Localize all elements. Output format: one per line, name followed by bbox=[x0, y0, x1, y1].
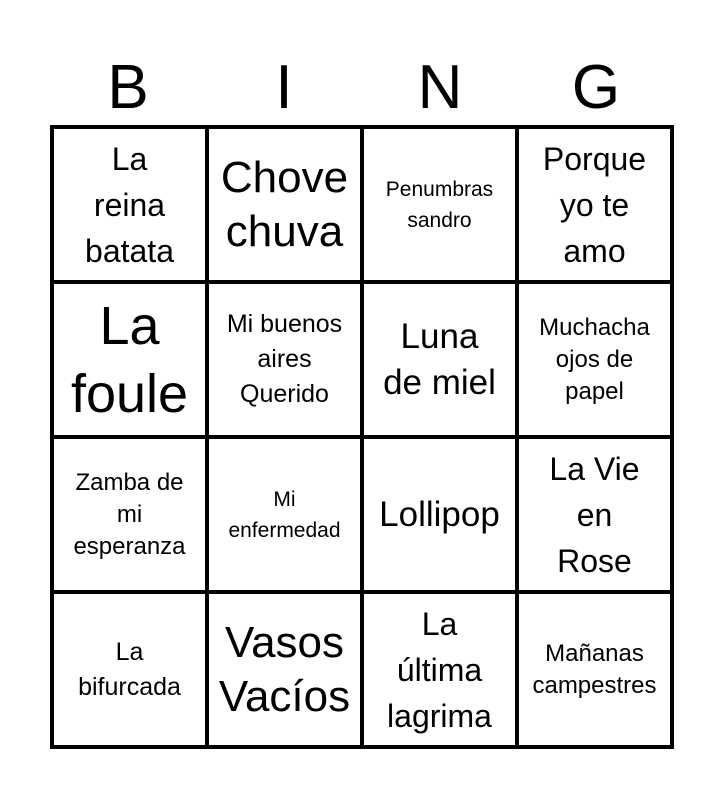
bingo-cell-r4-c4[interactable] bbox=[519, 594, 674, 749]
cell-label: La última lagrima bbox=[387, 605, 492, 734]
cell-label: Mi buenos aires Querido bbox=[226, 310, 343, 408]
bingo-cell-r1-c3[interactable] bbox=[364, 129, 519, 284]
bingo-cell-r3-c2[interactable] bbox=[209, 439, 364, 594]
cell-label: La bifurcada bbox=[78, 637, 181, 701]
cell-label: Porque yo te amo bbox=[542, 140, 647, 269]
cell-label: Penumbras sandro bbox=[385, 177, 494, 232]
bingo-cell-r2-c2[interactable] bbox=[209, 284, 364, 439]
cell-label: La foule bbox=[70, 295, 189, 424]
bingo-cell-r1-c2[interactable] bbox=[209, 129, 364, 284]
bingo-cell-r4-c1[interactable] bbox=[54, 594, 209, 749]
bingo-cell-r2-c4[interactable] bbox=[519, 284, 674, 439]
bingo-cell-r2-c3[interactable] bbox=[364, 284, 519, 439]
cell-label: Muchacha ojos de papel bbox=[539, 313, 650, 405]
cell-label: Zamba de mi esperanza bbox=[73, 468, 186, 560]
cell-label: Mi enfermedad bbox=[228, 487, 341, 542]
header-letter-g: G bbox=[571, 53, 621, 122]
cell-label: Luna de miel bbox=[383, 316, 496, 402]
bingo-cell-r3-c3[interactable] bbox=[364, 439, 519, 594]
bingo-cell-r3-c1[interactable] bbox=[54, 439, 209, 594]
bingo-grid bbox=[50, 125, 674, 749]
header-letter-b: B bbox=[107, 53, 149, 122]
bingo-cell-r2-c1[interactable] bbox=[54, 284, 209, 439]
cell-label: Lollipop bbox=[379, 494, 500, 534]
header-letter-n: N bbox=[417, 53, 463, 122]
bingo-cell-r3-c4[interactable] bbox=[519, 439, 674, 594]
cell-label: Vasos Vacíos bbox=[218, 617, 351, 721]
cell-label: Chove chuva bbox=[220, 152, 349, 256]
bingo-cell-r4-c3[interactable] bbox=[364, 594, 519, 749]
header-letter-i: I bbox=[275, 53, 293, 122]
bingo-cell-r4-c2[interactable] bbox=[209, 594, 364, 749]
bingo-cell-r1-c4[interactable] bbox=[519, 129, 674, 284]
cell-label: Mañanas campestres bbox=[532, 639, 657, 699]
bingo-cell-r1-c1[interactable] bbox=[54, 129, 209, 284]
bingo-header bbox=[50, 52, 674, 124]
cell-label: La Vie en Rose bbox=[549, 450, 640, 579]
cell-label: La reina batata bbox=[85, 140, 174, 269]
